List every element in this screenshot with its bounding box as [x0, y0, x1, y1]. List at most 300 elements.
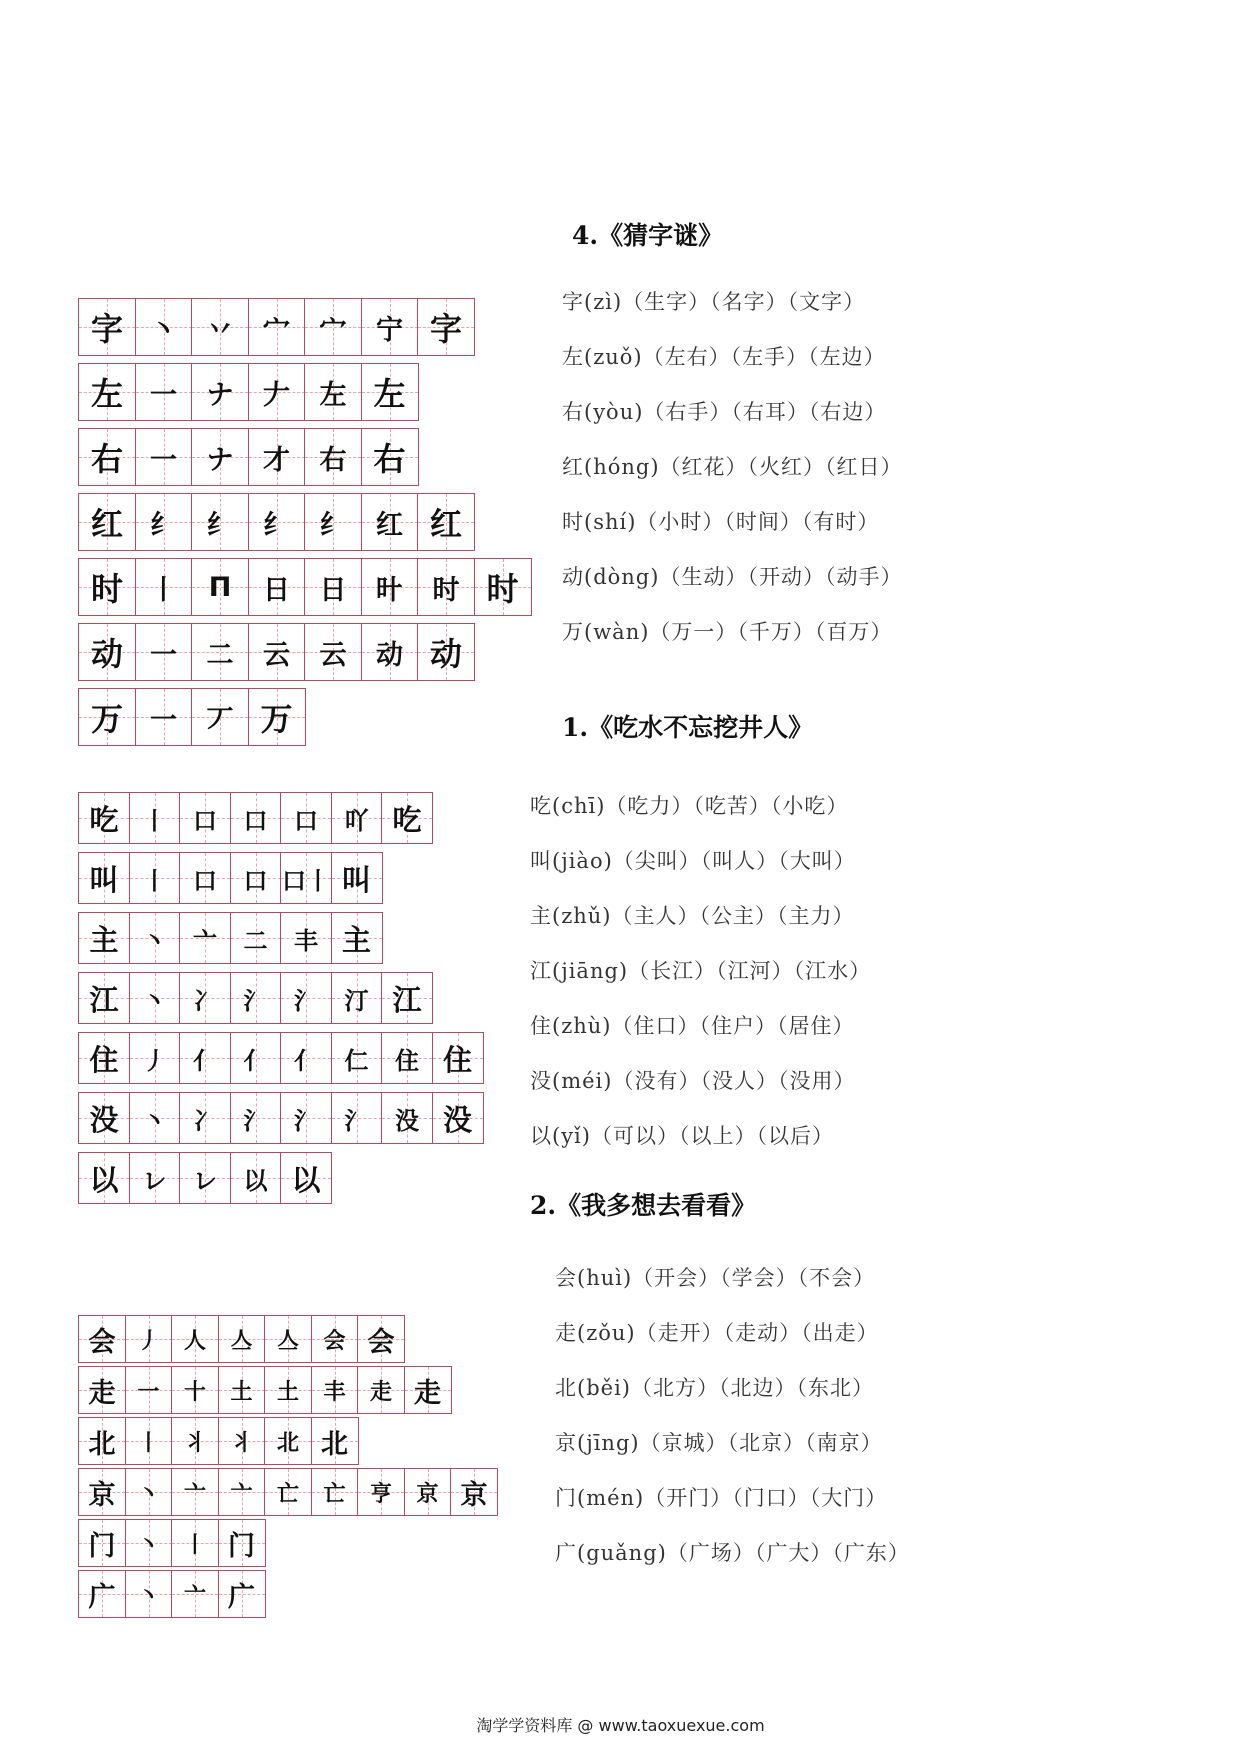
stroke-glyph: 宀 [263, 314, 290, 346]
stroke-glyph: 会 [88, 1326, 116, 1358]
stroke-glyph: 纟 [319, 509, 347, 541]
stroke-char-main [78, 558, 136, 616]
stroke-glyph: 丶 [137, 1481, 160, 1507]
stroke-glyph: 一 [150, 704, 177, 736]
word-line: 左(zuǒ)（左右）（左手）（左边） [562, 345, 886, 369]
stroke-step [264, 1417, 312, 1465]
stroke-row [78, 1570, 498, 1618]
stroke-char-main [78, 688, 136, 746]
stroke-glyph: 住 [442, 1042, 472, 1077]
stroke-step [129, 1152, 181, 1204]
stroke-step [304, 298, 362, 356]
stroke-row [78, 792, 484, 844]
stroke-row [78, 1315, 498, 1363]
stroke-row [78, 1366, 498, 1414]
footer-watermark: 淘学学资料库 @ www.taoxuexue.com [476, 1716, 765, 1735]
stroke-row [78, 852, 484, 904]
stroke-glyph: 右 [90, 440, 123, 478]
stroke-glyph: 北 [276, 1430, 299, 1456]
stroke-glyph: 京 [460, 1479, 488, 1511]
stroke-glyph: 会 [367, 1326, 395, 1358]
stroke-step [135, 428, 193, 486]
stroke-glyph: 冫 [193, 986, 217, 1015]
stroke-step [179, 1152, 231, 1204]
stroke-glyph: 走 [414, 1377, 441, 1409]
stroke-step [248, 298, 306, 356]
word-line: 字(zì)（生字）（名字）（文字） [562, 290, 866, 314]
stroke-glyph: 以 [243, 1166, 268, 1195]
stroke-glyph: 冫 [193, 1106, 217, 1135]
stroke-glyph: 没 [442, 1102, 472, 1137]
word-line: 时(shí)（小时）（时间）（有时） [562, 510, 880, 534]
section-title-wo-duo-xiang: 2.《我多想去看看》 [530, 1191, 757, 1220]
stroke-step [230, 792, 282, 844]
stroke-glyph: 会 [323, 1328, 346, 1354]
stroke-step [179, 852, 231, 904]
stroke-glyph: 口 [193, 806, 217, 835]
stroke-step [230, 912, 282, 964]
stroke-glyph: 日 [319, 574, 347, 606]
stroke-glyph: ナ [206, 379, 234, 411]
stroke-step [280, 1092, 332, 1144]
section-title-chi-shui: 1.《吃水不忘挖井人》 [562, 713, 814, 742]
stroke-step [230, 972, 282, 1024]
stroke-step [171, 1366, 219, 1414]
stroke-glyph: 亻 [294, 1046, 318, 1075]
stroke-step [357, 1366, 405, 1414]
stroke-glyph: 丨 [142, 866, 167, 895]
stroke-glyph: 旪 [376, 574, 403, 606]
stroke-glyph: 亡 [276, 1481, 299, 1507]
stroke-step [432, 1092, 484, 1144]
stroke-row [78, 363, 532, 421]
stroke-step [125, 1417, 173, 1465]
stroke-glyph: 亠 [193, 926, 217, 955]
stroke-step [218, 1519, 266, 1567]
stroke-row [78, 912, 484, 964]
stroke-step [280, 852, 332, 904]
stroke-step [191, 493, 249, 551]
stroke-step [248, 623, 306, 681]
stroke-glyph: 口 [243, 866, 268, 895]
stroke-char-main [78, 1366, 126, 1414]
stroke-glyph: 日 [263, 574, 290, 606]
stroke-step [280, 972, 332, 1024]
stroke-glyph: 才 [263, 444, 290, 476]
stroke-glyph: 时 [432, 574, 460, 606]
stroke-char-main [78, 792, 130, 844]
stroke-step [248, 428, 306, 486]
stroke-glyph: 丶 [137, 1532, 160, 1558]
word-line: 右(yòu)（右手）（右耳）（右边） [562, 400, 887, 424]
stroke-glyph: 左 [90, 375, 123, 413]
stroke-glyph: 红 [376, 509, 403, 541]
stroke-step [191, 558, 249, 616]
stroke-glyph: 左 [373, 375, 406, 413]
stroke-glyph: 吃 [392, 802, 422, 837]
stroke-glyph: 云 [319, 639, 347, 671]
word-line: 叫(jiào)（尖叫）（叫人）（大叫） [530, 849, 856, 873]
stroke-glyph: 一 [150, 444, 177, 476]
stroke-step [191, 688, 249, 746]
stroke-glyph: 住 [89, 1042, 119, 1077]
word-line: 广(guǎng)（广场）（广大）（广东） [555, 1541, 910, 1565]
stroke-glyph: 以 [89, 1162, 119, 1197]
stroke-row [78, 623, 532, 681]
stroke-step [331, 1092, 383, 1144]
stroke-step [171, 1570, 219, 1618]
stroke-step [218, 1468, 266, 1516]
stroke-step [125, 1315, 173, 1363]
word-list-wo-duo-xiang [555, 1262, 910, 1592]
stroke-step [129, 852, 181, 904]
stroke-char-main [78, 623, 136, 681]
word-line: 动(dòng)（生动）（开动）（动手） [562, 565, 903, 589]
word-line: 走(zǒu)（走开）（走动）（出走） [555, 1321, 879, 1345]
stroke-glyph: 丨 [142, 806, 167, 835]
stroke-char-main [78, 1152, 130, 1204]
word-line: 北(běi)（北方）（北边）（东北） [555, 1376, 874, 1400]
stroke-row [78, 1092, 484, 1144]
stroke-glyph: 丨 [183, 1532, 206, 1558]
stroke-glyph: 丨 [137, 1430, 160, 1456]
stroke-glyph: 二 [243, 926, 268, 955]
stroke-step [129, 972, 181, 1024]
stroke-char-main [78, 1315, 126, 1363]
stroke-glyph: 氵 [344, 1106, 369, 1135]
stroke-glyph: 纟 [150, 509, 177, 541]
stroke-step [417, 298, 475, 356]
stroke-glyph: 云 [263, 639, 290, 671]
stroke-glyph: 纟 [206, 509, 234, 541]
stroke-char-main [78, 912, 130, 964]
stroke-row [78, 972, 484, 1024]
word-line: 主(zhǔ)（主人）（公主）（主力） [530, 904, 855, 928]
stroke-glyph: 丶 [142, 1106, 167, 1135]
stroke-step [264, 1468, 312, 1516]
stroke-glyph: 亨 [369, 1481, 392, 1507]
stroke-step [171, 1468, 219, 1516]
stroke-char-main [78, 298, 136, 356]
stroke-glyph: 亼 [230, 1328, 253, 1354]
stroke-glyph: 仁 [344, 1046, 369, 1075]
stroke-glyph: 主 [89, 922, 119, 957]
stroke-glyph: 江 [89, 982, 119, 1017]
stroke-step [230, 1032, 282, 1084]
stroke-glyph: 十 [183, 1379, 206, 1405]
stroke-step [171, 1315, 219, 1363]
stroke-step [331, 972, 383, 1024]
stroke-step [264, 1315, 312, 1363]
stroke-step [218, 1417, 266, 1465]
stroke-step [264, 1366, 312, 1414]
stroke-step [357, 1468, 405, 1516]
stroke-glyph: 亠 [230, 1481, 253, 1507]
stroke-glyph: 走 [369, 1379, 392, 1405]
stroke-glyph: 一 [150, 639, 177, 671]
stroke-step [331, 1032, 383, 1084]
stroke-glyph: 门 [228, 1530, 255, 1562]
stroke-glyph: 亻 [193, 1046, 217, 1075]
stroke-glyph: 亠 [183, 1481, 206, 1507]
stroke-glyph: 住 [395, 1046, 419, 1075]
stroke-row [78, 1519, 498, 1567]
stroke-grid-block-1 [78, 298, 532, 753]
word-list-chi-shui [530, 790, 871, 1175]
stroke-row [78, 558, 532, 616]
stroke-glyph: 吃 [89, 802, 119, 837]
stroke-row [78, 298, 532, 356]
stroke-step [171, 1417, 219, 1465]
stroke-glyph: 𠂇 [263, 379, 290, 411]
stroke-glyph: 时 [486, 570, 519, 608]
word-line: 会(huì)（开会）（学会）（不会） [555, 1266, 876, 1290]
stroke-glyph: 口 [294, 806, 318, 835]
stroke-glyph: 右 [319, 444, 347, 476]
stroke-step [280, 1032, 332, 1084]
stroke-glyph: 动 [90, 635, 123, 673]
stroke-char-main [78, 852, 130, 904]
stroke-step [248, 688, 306, 746]
stroke-glyph: 丶 [142, 986, 167, 1015]
stroke-step [304, 623, 362, 681]
stroke-glyph: 万 [260, 700, 293, 738]
stroke-char-main [78, 493, 136, 551]
stroke-glyph: 丿 [142, 1046, 167, 1075]
stroke-step [311, 1417, 359, 1465]
stroke-row [78, 1468, 498, 1516]
stroke-step [361, 558, 419, 616]
stroke-glyph: 丬 [230, 1430, 253, 1456]
stroke-glyph: 广 [88, 1581, 116, 1613]
stroke-step [361, 363, 419, 421]
stroke-step [125, 1468, 173, 1516]
word-line: 吃(chī)（吃力）（吃苦）（小吃） [530, 794, 849, 818]
stroke-glyph: 北 [321, 1428, 348, 1460]
stroke-step [248, 493, 306, 551]
stroke-row [78, 688, 532, 746]
stroke-step [179, 1032, 231, 1084]
stroke-glyph: 亠 [183, 1583, 206, 1609]
stroke-glyph: 字 [429, 310, 462, 348]
stroke-glyph: 吖 [344, 806, 369, 835]
word-line: 京(jīng)（京城）（北京）（南京） [555, 1431, 883, 1455]
stroke-glyph: 氵 [243, 1106, 268, 1135]
stroke-glyph: 二 [206, 639, 234, 671]
stroke-step [331, 852, 383, 904]
stroke-step [248, 363, 306, 421]
stroke-step [432, 1032, 484, 1084]
stroke-glyph: 时 [90, 570, 123, 608]
stroke-glyph: 一 [150, 379, 177, 411]
stroke-step [135, 363, 193, 421]
section-title-cai-zi-mi: 4.《猜字谜》 [572, 221, 724, 250]
stroke-step [311, 1315, 359, 1363]
stroke-glyph: 宀 [319, 314, 347, 346]
stroke-glyph: 没 [89, 1102, 119, 1137]
stroke-glyph: 丿 [137, 1328, 160, 1354]
stroke-glyph: 万 [90, 700, 123, 738]
stroke-step [171, 1519, 219, 1567]
stroke-step [179, 972, 231, 1024]
stroke-step [191, 363, 249, 421]
stroke-glyph: 宁 [376, 314, 403, 346]
stroke-glyph: 土 [230, 1379, 253, 1405]
stroke-step [404, 1468, 452, 1516]
stroke-glyph: 氵 [243, 986, 268, 1015]
stroke-glyph: 叫 [89, 862, 119, 897]
stroke-step [311, 1468, 359, 1516]
stroke-glyph: 丰 [323, 1379, 346, 1405]
stroke-step [361, 428, 419, 486]
stroke-step [230, 852, 282, 904]
stroke-step [135, 493, 193, 551]
word-line: 江(jiāng)（长江）（江河）（江水） [530, 959, 872, 983]
stroke-glyph: 走 [88, 1377, 116, 1409]
stroke-step [218, 1570, 266, 1618]
stroke-row [78, 1032, 484, 1084]
stroke-step [311, 1366, 359, 1414]
stroke-step [191, 623, 249, 681]
stroke-step [129, 1032, 181, 1084]
stroke-glyph: 丶 [137, 1583, 160, 1609]
stroke-step [135, 688, 193, 746]
stroke-glyph: 丶 [142, 926, 167, 955]
stroke-step [179, 912, 231, 964]
stroke-step [304, 493, 362, 551]
stroke-step [381, 1032, 433, 1084]
stroke-glyph: 丷 [206, 314, 234, 346]
stroke-char-main [78, 1468, 126, 1516]
stroke-glyph: 红 [429, 505, 462, 543]
stroke-char-main [78, 1570, 126, 1618]
stroke-step [218, 1366, 266, 1414]
stroke-glyph: 右 [373, 440, 406, 478]
stroke-step [129, 912, 181, 964]
stroke-char-main [78, 1032, 130, 1084]
stroke-glyph: 红 [90, 505, 123, 543]
stroke-row [78, 1152, 484, 1204]
stroke-step [417, 558, 475, 616]
stroke-glyph: 动 [429, 635, 462, 673]
stroke-step [450, 1468, 498, 1516]
stroke-step [135, 558, 193, 616]
stroke-glyph: 亼 [276, 1328, 299, 1354]
stroke-glyph: 门 [88, 1530, 116, 1562]
stroke-step [248, 558, 306, 616]
stroke-row [78, 493, 532, 551]
word-line: 没(méi)（没有）（没人）（没用） [530, 1069, 856, 1093]
stroke-char-main [78, 1519, 126, 1567]
stroke-glyph: 京 [416, 1481, 439, 1507]
stroke-glyph: レ [142, 1166, 167, 1195]
stroke-glyph: 主 [341, 922, 371, 957]
stroke-glyph: 广 [228, 1581, 255, 1613]
stroke-step [304, 558, 362, 616]
stroke-glyph: 京 [88, 1479, 116, 1511]
stroke-glyph: 左 [319, 379, 347, 411]
stroke-glyph: 丰 [294, 926, 318, 955]
stroke-step [230, 1092, 282, 1144]
word-line: 门(mén)（开门）（门口）（大门） [555, 1486, 888, 1510]
stroke-step [361, 623, 419, 681]
stroke-step [280, 792, 332, 844]
stroke-step [280, 1152, 332, 1204]
stroke-glyph: 叫 [341, 862, 371, 897]
stroke-row [78, 1417, 498, 1465]
stroke-step [474, 558, 532, 616]
stroke-glyph: 汀 [344, 986, 369, 1015]
stroke-step [129, 1092, 181, 1144]
stroke-glyph: 丶 [150, 314, 177, 346]
stroke-glyph: 动 [376, 639, 403, 671]
stroke-glyph: 丬 [183, 1430, 206, 1456]
stroke-glyph: 没 [395, 1106, 419, 1135]
stroke-step [357, 1315, 405, 1363]
stroke-row [78, 428, 532, 486]
stroke-glyph: 丆 [206, 704, 234, 736]
stroke-step [179, 792, 231, 844]
stroke-step [304, 428, 362, 486]
stroke-glyph: 江 [392, 982, 422, 1017]
stroke-glyph: ナ [206, 444, 234, 476]
stroke-step [135, 298, 193, 356]
stroke-step [179, 1092, 231, 1144]
stroke-step [361, 493, 419, 551]
stroke-step [125, 1519, 173, 1567]
word-line: 以(yǐ)（可以）（以上）（以后） [530, 1124, 834, 1148]
stroke-step [125, 1366, 173, 1414]
stroke-glyph: 氵 [294, 986, 318, 1015]
stroke-step [191, 298, 249, 356]
stroke-step [381, 1092, 433, 1144]
word-line: 红(hóng)（红花）（火红）（红日） [562, 455, 903, 479]
stroke-char-main [78, 363, 136, 421]
stroke-step [135, 623, 193, 681]
stroke-glyph: 氵 [294, 1106, 318, 1135]
stroke-step [404, 1366, 452, 1414]
stroke-step [331, 912, 383, 964]
stroke-grid-block-2 [78, 792, 484, 1212]
stroke-step [381, 972, 433, 1024]
stroke-step [280, 912, 332, 964]
stroke-glyph: 人 [183, 1328, 206, 1354]
stroke-glyph: 口 [193, 866, 217, 895]
stroke-step [381, 792, 433, 844]
stroke-glyph: 以 [291, 1162, 321, 1197]
word-list-cai-zi-mi [562, 286, 903, 671]
stroke-glyph: 口 [243, 806, 268, 835]
stroke-glyph: П [208, 571, 232, 603]
stroke-step [230, 1152, 282, 1204]
stroke-glyph: 一 [137, 1379, 160, 1405]
word-line: 万(wàn)（万一）（千万）（百万） [562, 620, 893, 644]
stroke-glyph: 口丨 [282, 866, 330, 895]
stroke-glyph: 字 [90, 310, 123, 348]
stroke-step [417, 623, 475, 681]
stroke-char-main [78, 428, 136, 486]
stroke-glyph: 亡 [323, 1481, 346, 1507]
stroke-glyph: 丨 [150, 574, 177, 606]
stroke-step [125, 1570, 173, 1618]
stroke-step [218, 1315, 266, 1363]
word-line: 住(zhù)（住口）（住户）（居住） [530, 1014, 855, 1038]
stroke-grid-block-3 [78, 1315, 498, 1621]
stroke-step [361, 298, 419, 356]
stroke-char-main [78, 1417, 126, 1465]
stroke-char-main [78, 1092, 130, 1144]
stroke-step [331, 792, 383, 844]
